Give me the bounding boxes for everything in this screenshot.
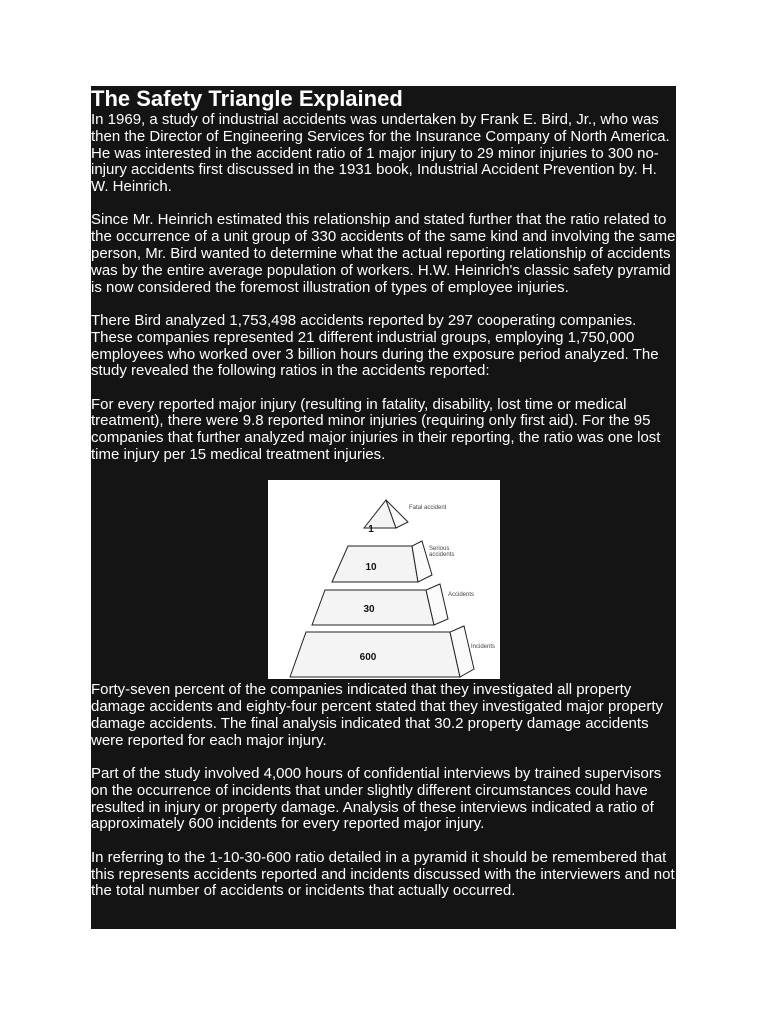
article-title: The Safety Triangle Explained xyxy=(91,86,403,111)
paragraph-5: Forty-seven percent of the companies indicated that they investigated all property damage accidents and eighty-four percent stated that they investigated major property damage accidents. The final analysis indicated that 30.2 property damage accidents were reported for each major injury. xyxy=(91,681,663,749)
tier-2-label-line-2: accidents xyxy=(429,552,455,559)
tier-1-value: 1 xyxy=(368,524,374,536)
safety-pyramid-svg xyxy=(268,480,500,679)
tier-4-label: Incidents xyxy=(471,644,496,651)
paragraph-4: For every reported major injury (resulting in fatality, disability, lost time or medical treatment), there were 9.8 reported minor injuries (requiring only first aid). For the 95 companies that further analyzed major injuries in their reporting, the ratio was one lost time injury per 15 medical treatment injuries. xyxy=(91,395,661,464)
safety-pyramid-figure xyxy=(268,480,500,679)
tier-3-label: Accidents xyxy=(448,592,475,599)
paragraph-1: In 1969, a study of industrial accidents was undertaken by Frank E. Bird, Jr., who was then the Director of Engineering Services for the Insurance Company of North America. He was interested in the accident ratio of 1 major injury to 29 minor injuries to 300 no-injury accidents first discussed in the 1931 book, Industrial Accident Prevention by. H. W. Heinrich. xyxy=(91,111,670,196)
figure-container xyxy=(91,480,676,682)
paragraph-7: In referring to the 1-10-30-600 ratio detailed in a pyramid it should be remembered that this represents accidents reported and incidents discussed with the interviewers and not the total number of accidents or incidents that actually occurred. xyxy=(91,848,675,900)
paragraph-6: Part of the study involved 4,000 hours of confidential interviews by trained supervisors on the occurrence of incidents that under slightly different circumstances could have resulted in injury or property damage. Analysis of these interviews indicated a ratio of approximately 600 incidents for every reported major injury. xyxy=(91,765,662,833)
tier-2-value: 10 xyxy=(365,562,377,574)
article-block xyxy=(91,86,676,929)
tier-1-label: Fatal accident xyxy=(409,505,447,512)
tier-3-value: 30 xyxy=(363,604,375,616)
paragraph-3: There Bird analyzed 1,753,498 accidents reported by 297 cooperating companies. These companies represented 21 different industrial groups, employing 1,750,000 employees who worked over 3 billion hours during the exposure period analyzed. The study revealed the following ratios in the accidents reported: xyxy=(91,311,659,380)
tier-4-value: 600 xyxy=(359,652,377,664)
tier-2-label-line-1: Serious xyxy=(429,546,450,553)
paragraph-2: Since Mr. Heinrich estimated this relationship and stated further that the ratio related to the occurrence of a unit group of 330 accidents of the same kind and involving the same person, Mr. Bird wanted to determine what the actual reporting relationship of accidents was by the entire average population of workers. H.W. Heinrich's classic safety pyramid is now considered the foremost illustration of types of employee injuries. xyxy=(91,211,676,296)
